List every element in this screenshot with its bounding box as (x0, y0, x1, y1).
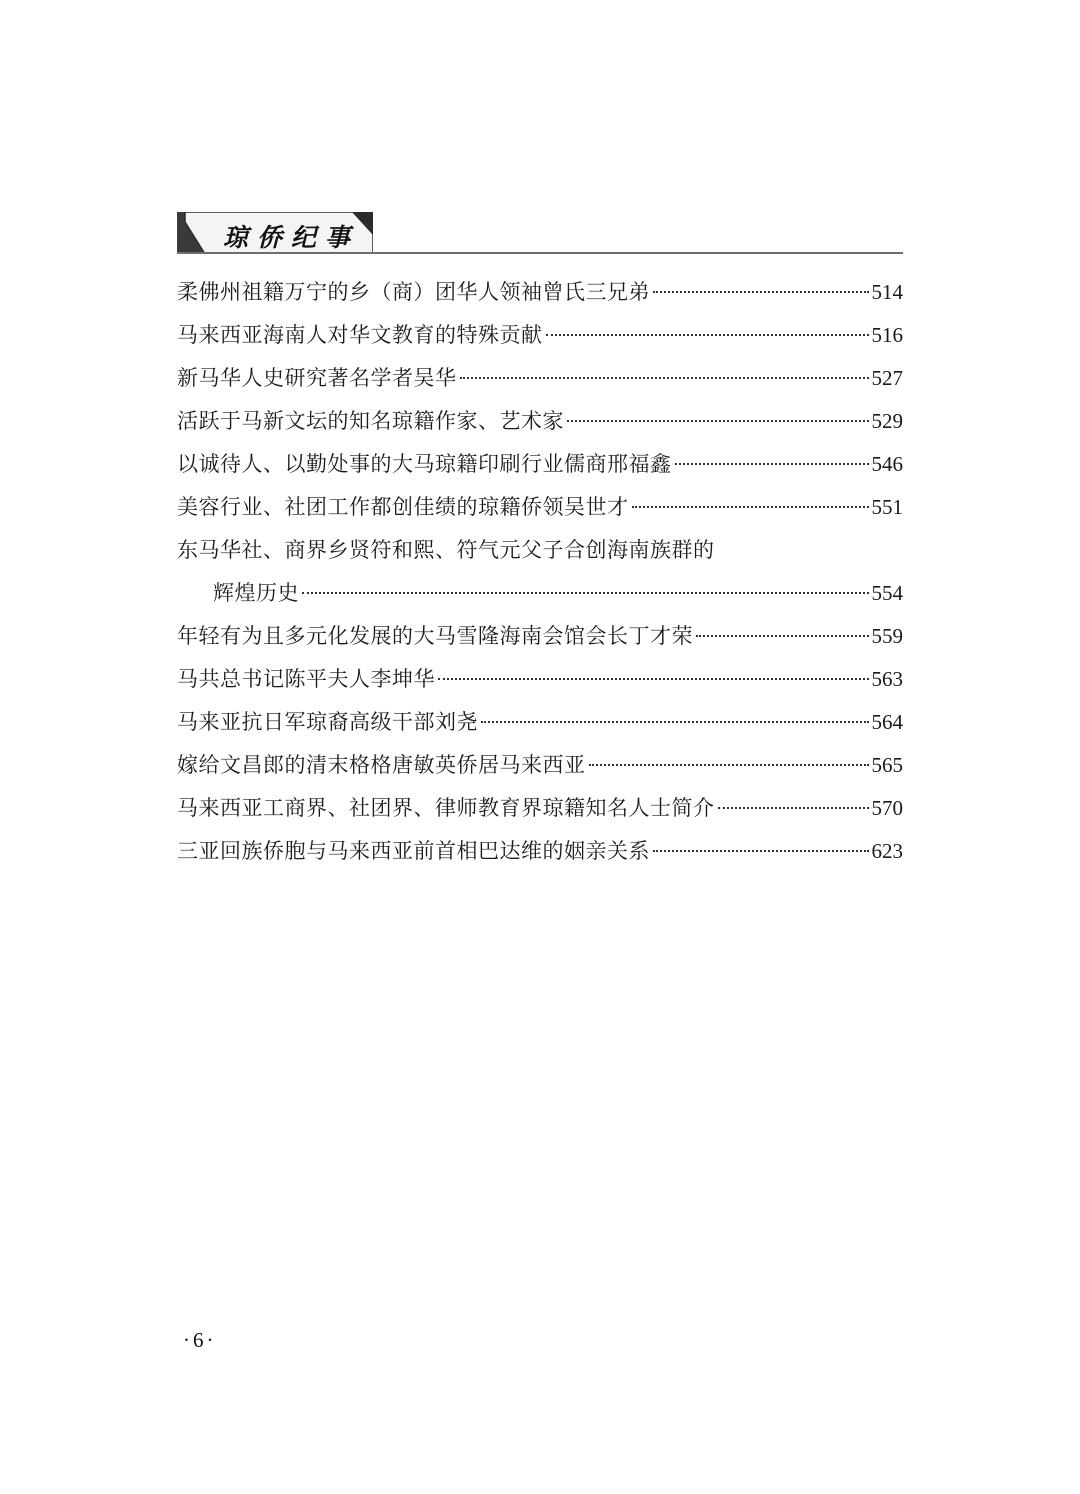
section-divider (177, 252, 903, 254)
toc-entry-title: 马来亚抗日军琼裔高级干部刘尧 (177, 710, 478, 734)
toc-entry-title: 以诚待人、以勤处事的大马琼籍印刷行业儒商邢福鑫 (177, 452, 672, 476)
toc-dot-leader (718, 807, 869, 809)
toc-entry-title: 马来西亚海南人对华文教育的特殊贡献 (177, 323, 543, 347)
toc-dot-leader (302, 592, 869, 594)
toc-dot-leader (675, 463, 869, 465)
toc-entry-page: 564 (871, 710, 903, 734)
toc-entry-page: 546 (871, 452, 903, 476)
toc-entry-page: 559 (871, 624, 903, 648)
toc-dot-leader (696, 635, 869, 637)
toc-entry-page: 514 (871, 280, 903, 304)
toc-entry[interactable] (177, 443, 903, 486)
toc-entry[interactable] (177, 787, 903, 830)
toc-dot-leader (481, 721, 869, 723)
toc-entry-page: 554 (871, 581, 903, 605)
toc-entry[interactable] (177, 830, 903, 873)
toc-entry-title: 三亚回族侨胞与马来西亚前首相巴达维的姻亲关系 (177, 839, 650, 863)
toc-dot-leader (460, 377, 869, 379)
toc-dot-leader (653, 291, 869, 293)
toc-entry[interactable] (177, 744, 903, 787)
toc-entry-title: 嫁给文昌郎的清末格格唐敏英侨居马来西亚 (177, 753, 586, 777)
page-number (180, 1328, 217, 1353)
folio-dot-right: · (206, 1328, 214, 1352)
toc-entry-title: 活跃于马新文坛的知名琼籍作家、艺术家 (177, 409, 564, 433)
toc-entry[interactable] (177, 658, 903, 701)
toc-entry-page: 527 (871, 366, 903, 390)
toc-entry-multiline-first[interactable] (177, 529, 903, 572)
toc-entry-title: 柔佛州祖籍万宁的乡（商）团华人领袖曾氏三兄弟 (177, 280, 650, 304)
toc-entry-title: 东马华社、商界乡贤符和熙、符气元父子合创海南族群的 (177, 538, 715, 562)
toc-entry-page: 516 (871, 323, 903, 347)
toc-entry[interactable] (177, 701, 903, 744)
section-title: 琼侨纪事 (223, 223, 360, 252)
toc-entry-title: 年轻有为且多元化发展的大马雪隆海南会馆会长丁才荣 (177, 624, 693, 648)
toc-entry-page: 551 (871, 495, 903, 519)
toc-dot-leader (653, 850, 869, 852)
toc-dot-leader (589, 764, 869, 766)
toc-entry-title: 美容行业、社团工作都创佳绩的琼籍侨领吴世才 (177, 495, 629, 519)
toc-entry-title: 马共总书记陈平夫人李坤华 (177, 667, 435, 691)
toc-entry-multiline-continuation[interactable] (177, 572, 903, 615)
page-number-value: 6 (193, 1328, 204, 1352)
toc-entry[interactable] (177, 314, 903, 357)
toc-entry[interactable] (177, 271, 903, 314)
toc-entry-page: 529 (871, 409, 903, 433)
toc-entry-title: 新马华人史研究著名学者吴华 (177, 366, 457, 390)
toc-entry[interactable] (177, 400, 903, 443)
toc-entry-page: 570 (871, 796, 903, 820)
table-of-contents (177, 271, 903, 873)
toc-dot-leader (567, 420, 869, 422)
toc-entry-title: 马来西亚工商界、社团界、律师教育界琼籍知名人士简介 (177, 796, 715, 820)
section-header (177, 212, 903, 254)
toc-entry[interactable] (177, 486, 903, 529)
toc-entry-title-continuation: 辉煌历史 (213, 581, 299, 605)
toc-dot-leader (546, 334, 869, 336)
toc-entry[interactable] (177, 357, 903, 400)
folio-dot-left: · (183, 1328, 190, 1352)
toc-dot-leader (632, 506, 869, 508)
toc-entry-page: 565 (871, 753, 903, 777)
toc-entry[interactable] (177, 615, 903, 658)
toc-entry-page: 623 (871, 839, 903, 863)
toc-entry-page: 563 (871, 667, 903, 691)
toc-dot-leader (438, 678, 869, 680)
